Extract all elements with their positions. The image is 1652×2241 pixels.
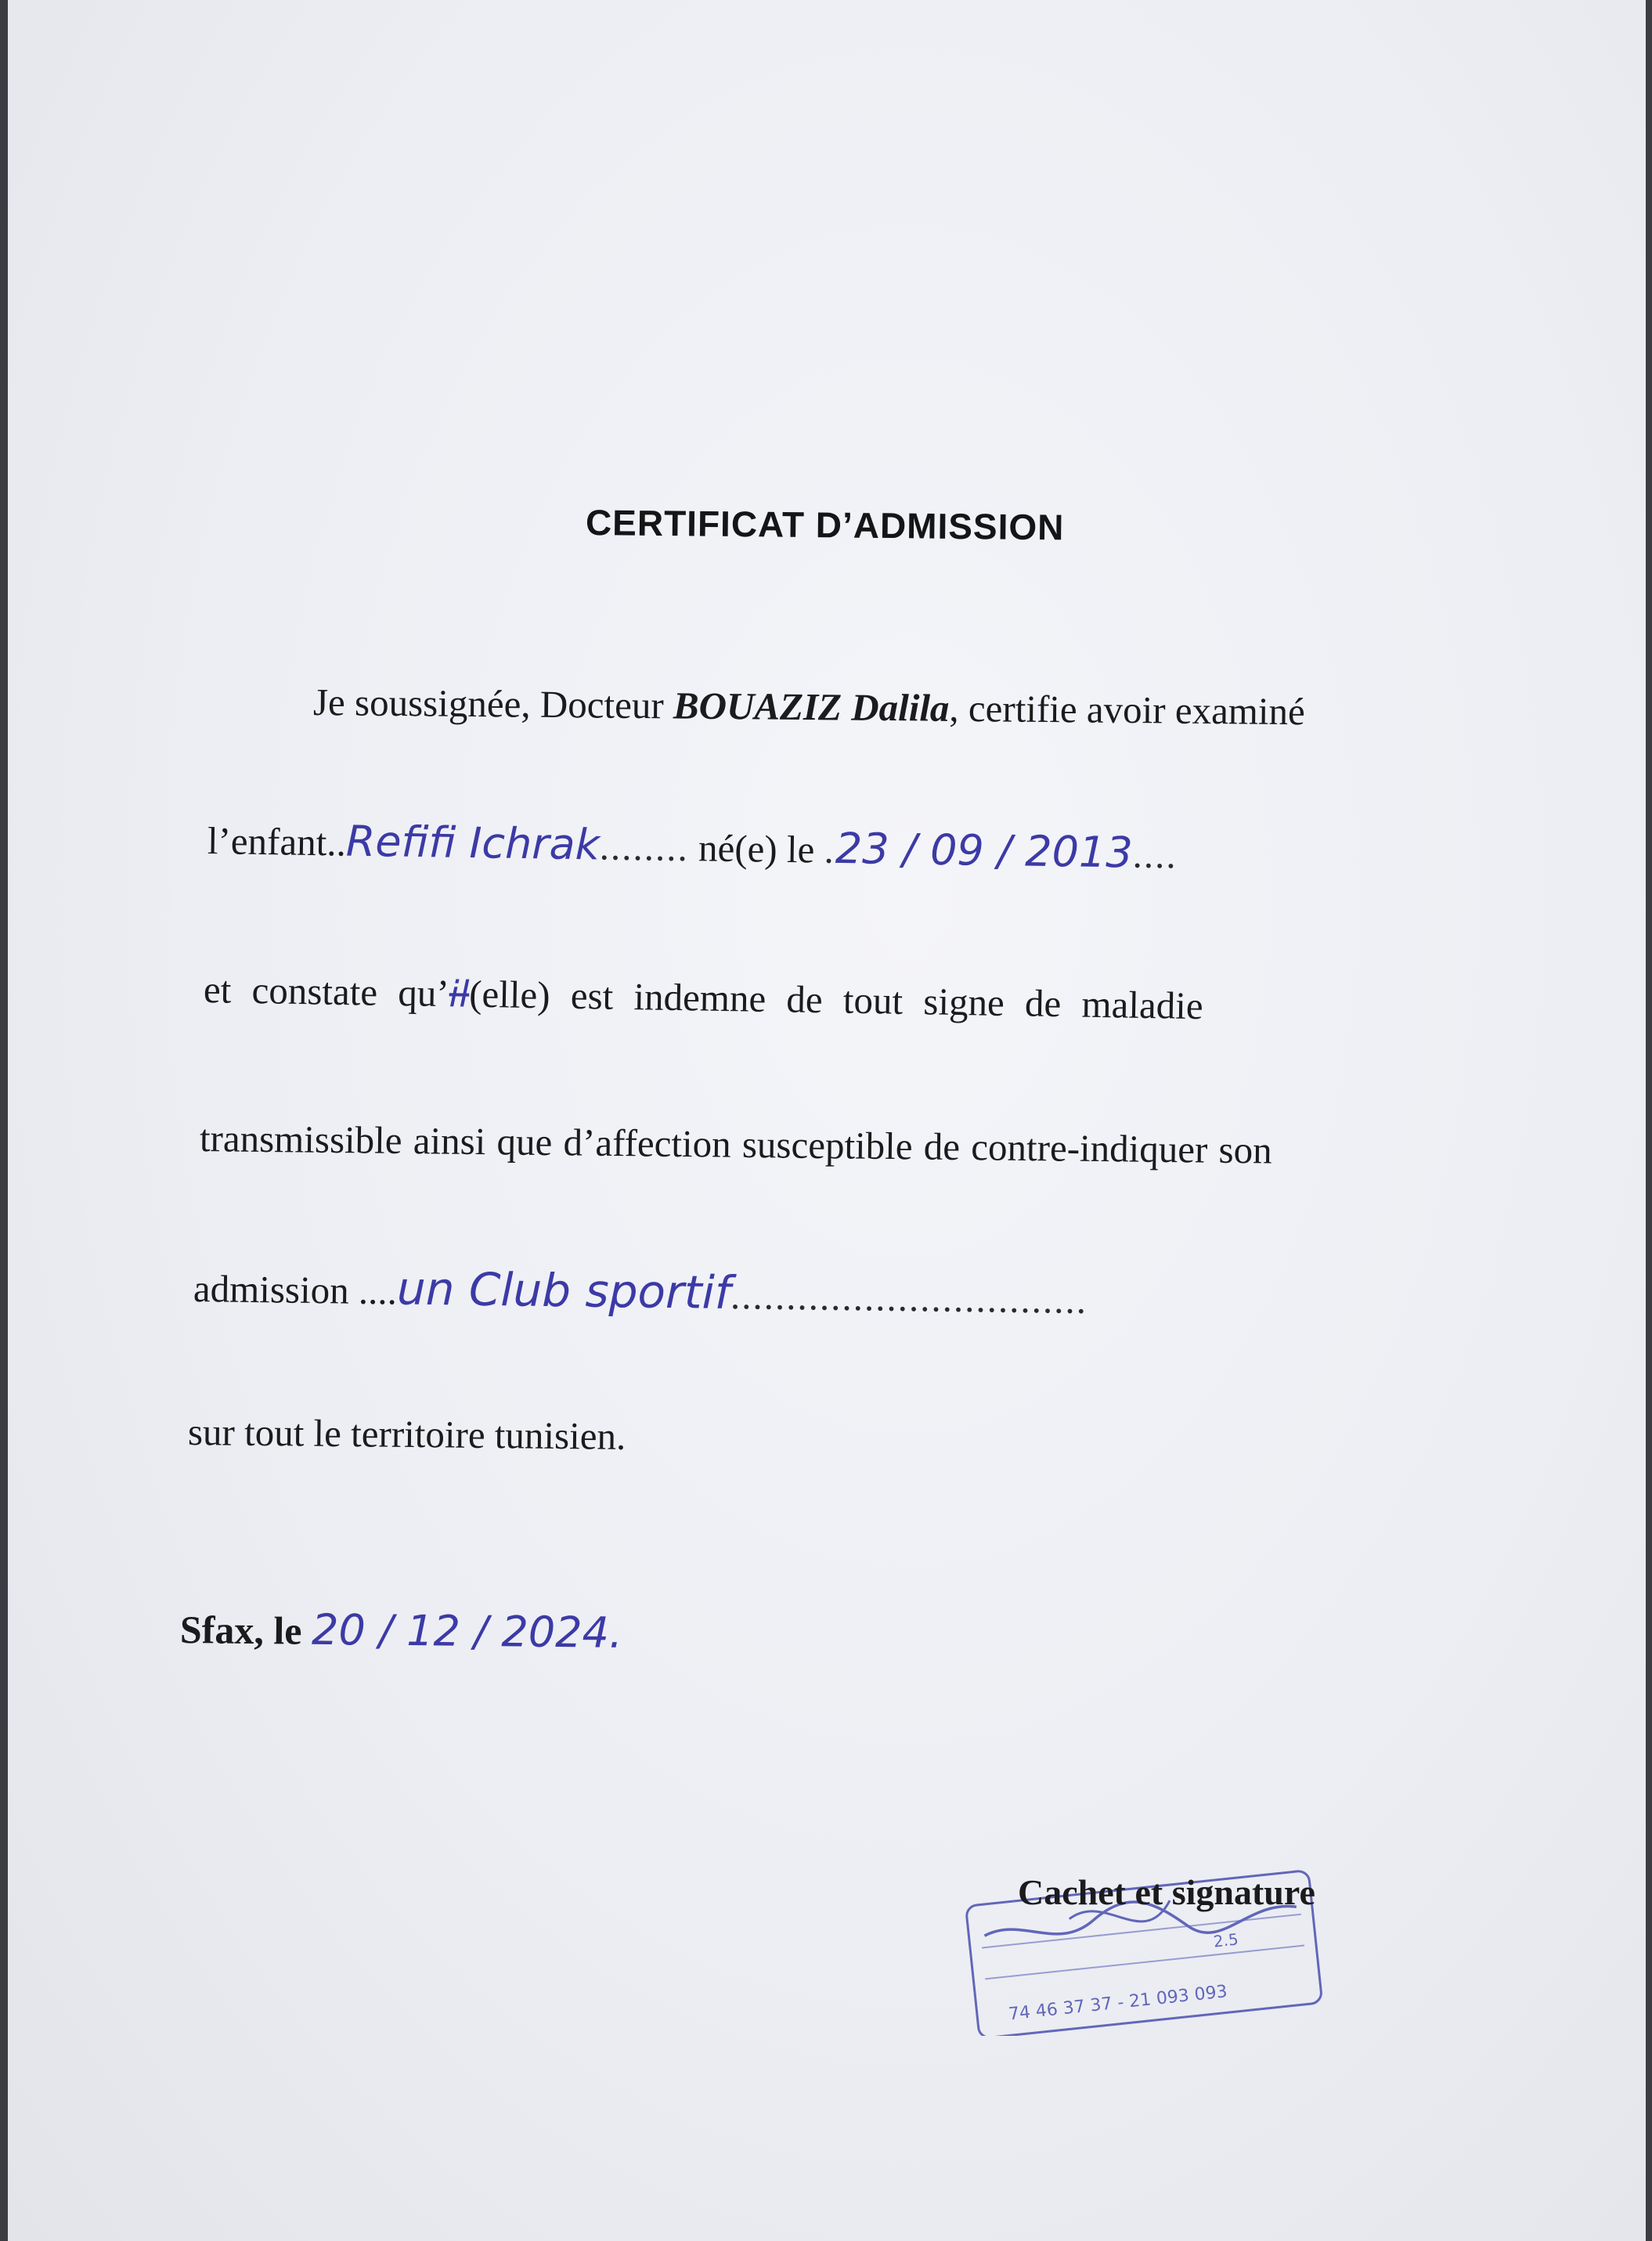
line-1-prefix: Je soussignée, Docteur: [312, 680, 674, 727]
birth-date: 23 / 09 / 2013: [835, 823, 1134, 878]
line-5: [193, 1259, 1088, 1324]
line-3-suffix: (elle) est indemne de tout signe de maladie: [468, 972, 1204, 1028]
certificate-page: [8, 0, 1646, 2241]
stamp-number: 2.5: [1212, 1929, 1239, 1951]
document-title: CERTIFICAT D’ADMISSION: [585, 502, 1065, 548]
line-1: [313, 680, 1305, 734]
dots-after-name: ........: [599, 825, 690, 870]
child-name: Refifi Ichrak: [345, 816, 601, 870]
line-1-suffix: , certifie avoir examiné: [949, 686, 1306, 734]
line-6-text: sur tout le territoire tunisien.: [187, 1410, 626, 1458]
line-4-text: transmissible ainsi que d’affection susceptible de contre-indiquer son: [199, 1117, 1272, 1172]
line-2-prefix: l’enfant..: [207, 819, 347, 864]
line-5-prefix: admission ....: [193, 1267, 398, 1313]
struck-pronoun: il: [449, 973, 470, 1016]
line-4: [200, 1116, 1272, 1173]
dots-after-date: ....: [1132, 832, 1178, 877]
doctor-name: BOUAZIZ Dalila: [673, 684, 950, 730]
dots-before-date: .: [824, 828, 836, 872]
signing-date: 20 / 12 / 2024.: [311, 1604, 623, 1658]
place-date-label: Sfax, le: [179, 1608, 312, 1653]
line-2: [207, 814, 1178, 878]
line-3-prefix: et constate qu’: [203, 968, 450, 1016]
line-6: [188, 1409, 626, 1459]
born-label: né(e) le: [688, 826, 824, 872]
signature-label: Cachet et signature: [1018, 1872, 1315, 1912]
place-date: [180, 1604, 623, 1658]
stamp-phone: 74 46 37 37 - 21 093 093: [1007, 1982, 1228, 2025]
dots-after-admission: ................................: [730, 1273, 1088, 1322]
line-3: [204, 967, 1204, 1028]
admission-target: un Club sportif: [396, 1261, 731, 1319]
